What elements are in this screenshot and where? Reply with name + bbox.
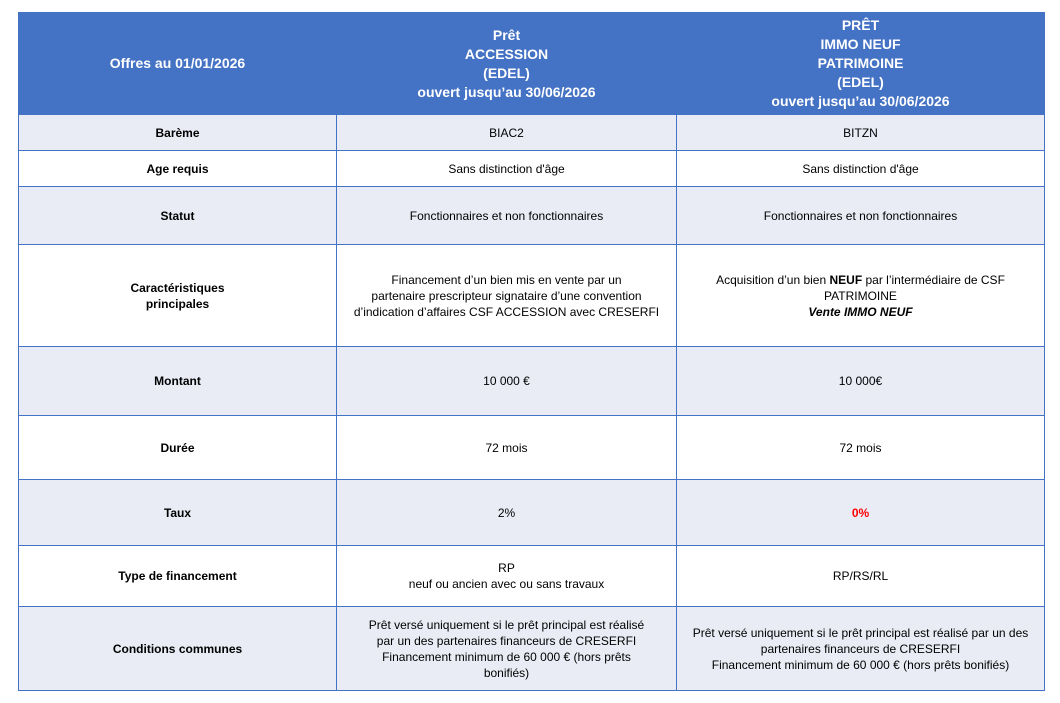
text-line: Prêt versé uniquement si le prêt principal est réalisé par un des: [692, 625, 1029, 640]
text-line: d’indication d’affaires CSF ACCESSION avec CRESERFI: [353, 304, 660, 319]
row-label: Statut: [19, 187, 337, 245]
text-line: par un des partenaires financeurs de CRESERFI: [376, 633, 637, 648]
text-line: partenaire prescripteur signataire d’une convention: [371, 288, 642, 303]
row-label: Durée: [19, 416, 337, 480]
header-pret-accession: [337, 13, 677, 115]
text-line: Prêt versé uniquement si le prêt principal est réalisé: [368, 617, 645, 632]
header-pret-immo-neuf: [677, 13, 1045, 115]
cell-accession: [337, 546, 677, 607]
cell-immo-neuf: 72 mois: [677, 416, 1045, 480]
row-montant: [19, 347, 1045, 416]
cell-immo-neuf: Fonctionnaires et non fonctionnaires: [677, 187, 1045, 245]
text-line: [681, 272, 1040, 304]
label-line: principales: [145, 296, 210, 311]
row-age: [19, 151, 1045, 187]
text-line: neuf ou ancien avec ou sans travaux: [408, 577, 605, 591]
row-statut: [19, 187, 1045, 245]
cell-immo-neuf-highlight: 0%: [677, 480, 1045, 546]
row-caracteristiques: [19, 245, 1045, 347]
offers-table: [18, 12, 1045, 691]
text-line: partenaires financeurs de CRESERFI: [760, 641, 961, 656]
row-taux: [19, 480, 1045, 546]
cell-accession: 2%: [337, 480, 677, 546]
row-label: [19, 245, 337, 347]
cell-accession: 72 mois: [337, 416, 677, 480]
cell-immo-neuf: BITZN: [677, 115, 1045, 151]
header-line: Prêt: [492, 26, 521, 43]
row-label: Age requis: [19, 151, 337, 187]
text-line: RP: [498, 561, 515, 575]
header-line: PRÊT: [841, 17, 880, 33]
cell-immo-neuf: RP/RS/RL: [677, 546, 1045, 607]
row-bareme: [19, 115, 1045, 151]
vente-immo-neuf: Vente IMMO NEUF: [808, 304, 913, 319]
text-part: par l’intermédiaire de CSF PATRIMOINE: [824, 272, 1005, 303]
text-line: Financement d’un bien mis en vente par un: [391, 272, 622, 287]
cell-immo-neuf: [677, 607, 1045, 691]
row-duree: [19, 416, 1045, 480]
text-part: Acquisition d’un bien: [716, 272, 830, 287]
cell-immo-neuf: Sans distinction d'âge: [677, 151, 1045, 187]
header-line: (EDEL): [483, 64, 530, 81]
cell-immo-neuf: 10 000€: [677, 347, 1045, 416]
label-line: Caractéristiques: [130, 280, 225, 295]
cell-accession: Sans distinction d'âge: [337, 151, 677, 187]
cell-accession: Fonctionnaires et non fonctionnaires: [337, 187, 677, 245]
header-line: IMMO NEUF: [820, 36, 901, 52]
cell-immo-neuf: [677, 245, 1045, 347]
text-line: Financement minimum de 60 000 € (hors prêts: [382, 649, 631, 664]
neuf-emphasis: NEUF: [829, 272, 863, 287]
text-line: Financement minimum de 60 000 € (hors prêts bonifiés): [711, 657, 1010, 672]
cell-accession: BIAC2: [337, 115, 677, 151]
cell-accession: [337, 245, 677, 347]
row-label: Taux: [19, 480, 337, 546]
row-type-financement: [19, 546, 1045, 607]
header-line: ouvert jusqu’au 30/06/2026: [771, 93, 950, 109]
row-conditions: [19, 607, 1045, 691]
row-label: Type de financement: [19, 546, 337, 607]
cell-accession: [337, 607, 677, 691]
text-line: bonifiés): [483, 665, 530, 680]
header-line: (EDEL): [837, 74, 884, 90]
header-line: PATRIMOINE: [817, 55, 904, 71]
header-line: ouvert jusqu’au 30/06/2026: [417, 83, 596, 100]
header-line: ACCESSION: [464, 45, 549, 62]
cell-accession: 10 000 €: [337, 347, 677, 416]
row-label: Conditions communes: [19, 607, 337, 691]
row-label: Montant: [19, 347, 337, 416]
header-offers-date: Offres au 01/01/2026: [19, 13, 337, 115]
row-label: Barème: [19, 115, 337, 151]
header-row: [19, 13, 1045, 115]
